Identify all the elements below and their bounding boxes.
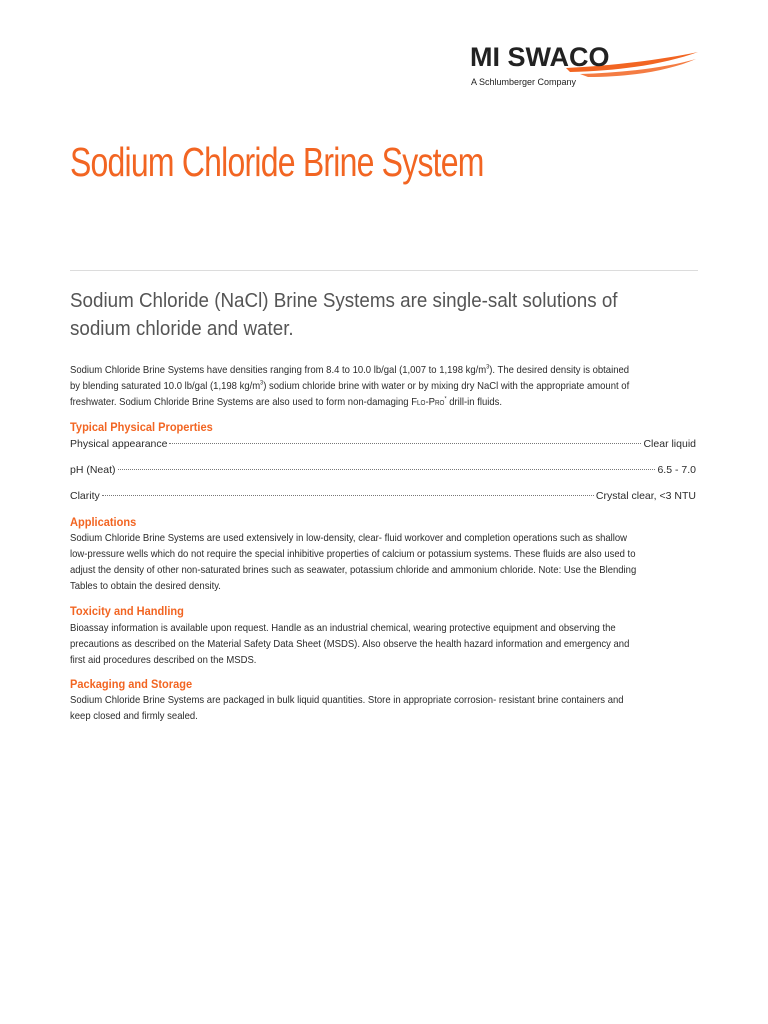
property-row	[70, 436, 696, 452]
page-title: Sodium Chloride Brine System	[70, 139, 484, 185]
paragraph-line: Sodium Chloride Brine Systems are used extensively in low-density, clear- fluid workover and completion operations such as shallow	[70, 532, 628, 544]
lead-line: Sodium Chloride (NaCl) Brine Systems are single-salt solutions of	[70, 290, 618, 312]
property-label: Clarity	[70, 490, 100, 502]
paragraph-line: keep closed and firmly sealed.	[70, 710, 198, 722]
property-label: Physical appearance	[70, 438, 168, 450]
toxicity-heading: Toxicity and Handling	[70, 604, 184, 618]
company-logo	[470, 44, 700, 94]
property-row	[70, 462, 696, 478]
intro-paragraph	[70, 362, 710, 410]
toxicity-paragraph	[70, 620, 710, 668]
logo-wordmark: MI SWACO	[470, 42, 610, 72]
intro-line: Sodium Chloride Brine Systems have densities ranging from 8.4 to 10.0 lb/gal (1,007 to 1,198 $kg/m^3$). The desired density is obtained	[70, 364, 630, 376]
properties-heading: Typical Physical Properties	[70, 420, 213, 434]
property-row	[70, 488, 696, 504]
packaging-heading: Packaging and Storage	[70, 677, 193, 691]
dot-leader	[118, 468, 656, 470]
paragraph-line: Bioassay information is available upon request. Handle as an industrial chemical, wearing protective equipment and observing the	[70, 622, 616, 634]
dot-leader	[169, 442, 641, 444]
logo-tagline: A Schlumberger Company	[471, 77, 577, 87]
intro-line: freshwater. Sodium Chloride Brine Systems are also used to form non-damaging Flo-Pro* drill-in fluids.	[70, 396, 503, 408]
paragraph-line: low-pressure wells which do not require the special inhibitive properties of calcium or potassium systems. These fluids are also used to	[70, 548, 636, 560]
brand-name: Flo-Pro	[411, 396, 445, 408]
paragraph-line: Sodium Chloride Brine Systems are packaged in bulk liquid quantities. Store in appropriate corrosion- resistant brine containers and	[70, 694, 624, 706]
property-value: 6.5 - 7.0	[657, 464, 696, 476]
intro-line: by blending saturated 10.0 lb/gal (1,198 $kg/m^3$) sodium chloride brine with water or by mixing dry NaCl with the appropriate amount of	[70, 380, 630, 392]
paragraph-line: first aid procedures described on the MSDS.	[70, 654, 257, 666]
applications-heading: Applications	[70, 515, 137, 529]
paragraph-line: adjust the density of other non-saturated brines such as seawater, potassium chloride and ammonium chloride. Note: Use the Blending	[70, 564, 637, 576]
packaging-paragraph	[70, 692, 710, 724]
dot-leader	[102, 494, 594, 496]
divider	[70, 270, 698, 271]
lead-paragraph	[70, 287, 710, 343]
paragraph-line: precautions as described on the Material Safety Data Sheet (MSDS). Also observe the health hazard information and emergency and	[70, 638, 630, 650]
paragraph-line: Tables to obtain the desired density.	[70, 580, 221, 592]
applications-paragraph	[70, 530, 710, 594]
property-label: pH (Neat)	[70, 464, 116, 476]
property-value: Crystal clear, <3 NTU	[595, 490, 696, 502]
lead-line: sodium chloride and water.	[70, 318, 294, 340]
property-value: Clear liquid	[643, 438, 696, 450]
